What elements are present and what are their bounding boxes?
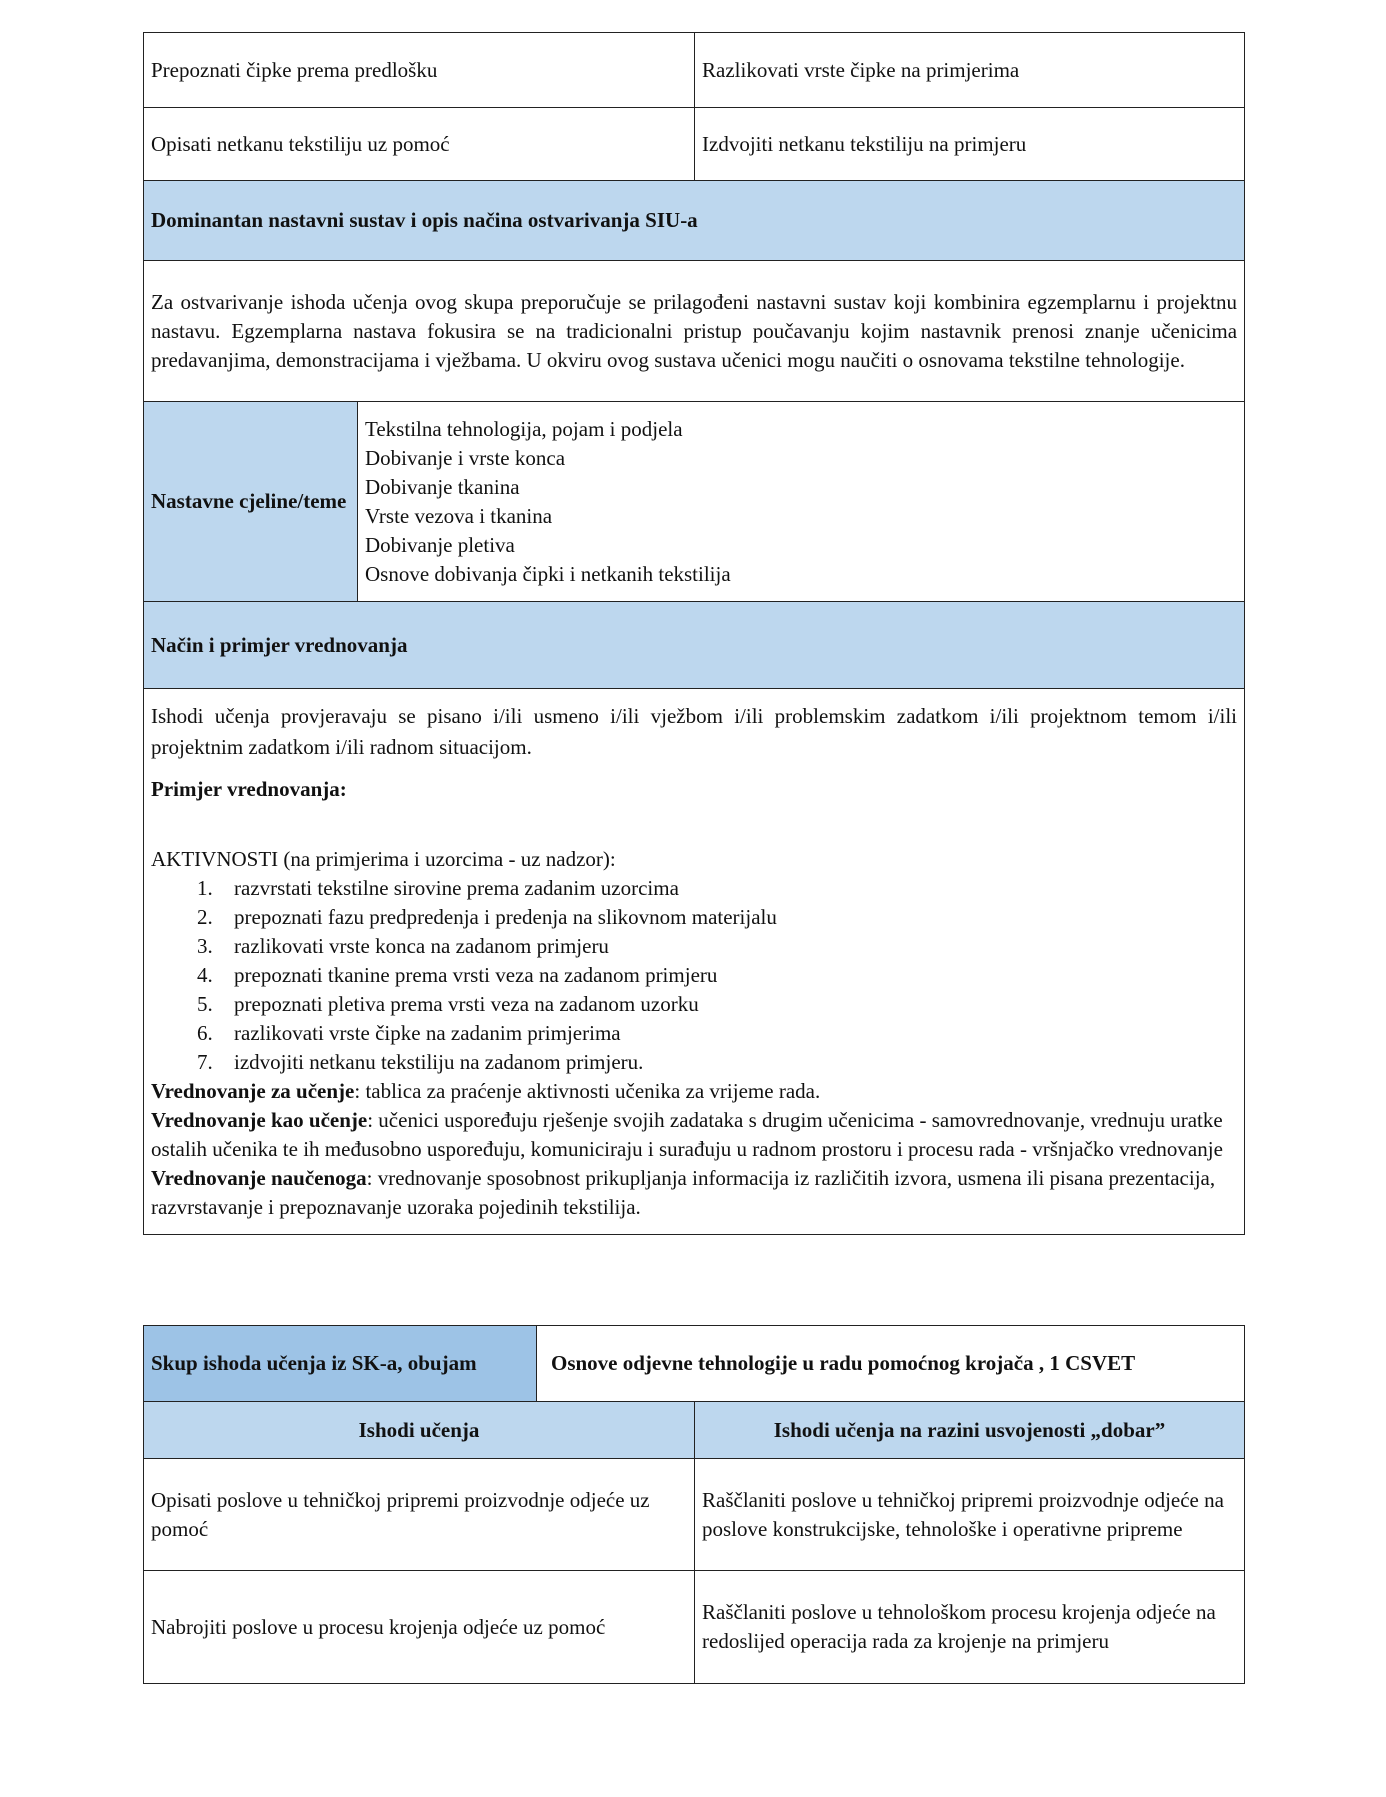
topic-item: Vrste vezova i tkanina [365,503,553,528]
evaluation-intro: Ishodi učenja provjeravaju se pisano i/ili usmeno i/ili vježbom i/ili problemskim zadatkom i/ili projektnom temom i/ili projektnim zadatkom i/ili radnom situacijom. [151,704,1238,759]
column-header-row [144,1402,1245,1459]
teaching-system-text: Za ostvarivanje ishoda učenja ovog skupa preporučuje se prilagođeni nastavni sustav koji kombinira egzemplarnu i projektnu nastavu. Egzemplarna nastava fokusira se na tradicionalni pristup poučavanju kojim nastavnik prenosi znanje učenicima predavanjima, demonstracijama i vježbama. U okviru ovog sustava učenici mogu naučiti o osnovama tekstilne tehnologije. [144,261,1245,402]
activity-item: 5. prepoznati pletiva prema vrsti veza na zadanom uzorku [218,990,1237,1019]
outcome-good-cell: Raščlaniti poslove u tehnološkom procesu krojenja odjeće na redoslijed operacija rada za krojenje na primjeru [695,1571,1245,1684]
activity-item: 4. prepoznati tkanine prema vrsti veza na zadanom primjeru [218,961,1237,990]
set-value: Osnove odjevne tehnologije u radu pomoćnog krojača , 1 CSVET [537,1326,1245,1402]
topic-item: Dobivanje tkanina [365,474,520,499]
outcome-good-cell: Raščlaniti poslove u tehničkoj pripremi proizvodnje odjeće na poslove konstrukcijske, tehnološke i operativne pripreme [695,1459,1245,1571]
for-learning-label: Vrednovanje za učenje [151,1079,355,1103]
activities-title: AKTIVNOSTI (na primjerima i uzorcima - uz nadzor): [151,847,616,871]
topic-item: Dobivanje i vrste konca [365,445,566,470]
section-header-row [144,602,1245,689]
outcome-good-cell: Izdvojiti netkanu tekstiliju na primjeru [695,108,1245,181]
evaluation-row [144,689,1245,1235]
activity-item: 1. razvrstati tekstilne sirovine prema zadanim uzorcima [218,874,1237,903]
table-row [144,1571,1245,1684]
of-learning-text: : vrednovanje sposobnost prikupljanja informacija iz različitih izvora, usmena ili pisana prezentacija, razvrstavanje i prepoznavanje uzoraka pojedinih tekstilija. [151,1166,1216,1219]
outcomes-table-1 [143,32,1245,1235]
topics-list [358,402,1245,602]
activity-item: 6. razlikovati vrste čipke na zadanim primjerima [218,1019,1237,1048]
for-learning-text: : tablica za praćenje aktivnosti učenika za vrijeme rada. [354,1079,821,1103]
activity-item: 2. prepoznati fazu predpredenja i predenja na slikovnom materijalu [218,903,1237,932]
outcome-cell: Prepoznati čipke prema predlošku [144,33,695,108]
evaluation-of-learning [151,1164,1237,1222]
outcome-cell: Opisati netkanu tekstiliju uz pomoć [144,108,695,181]
table-row [144,1459,1245,1571]
activity-item: 3. razlikovati vrste konca na zadanom primjeru [218,932,1237,961]
outcome-cell: Nabrojiti poslove u procesu krojenja odjeće uz pomoć [144,1571,695,1684]
col-good-header: Ishodi učenja na razini usvojenosti „dobar” [695,1402,1245,1459]
of-learning-label: Vrednovanje naučenoga [151,1166,367,1190]
evaluation-heading: Način i primjer vrednovanja [144,602,1245,689]
activity-item: 7. izdvojiti netkanu tekstiliju na zadanom primjeru. [218,1048,1237,1077]
table-row [144,261,1245,402]
outcome-good-cell: Razlikovati vrste čipke na primjerima [695,33,1245,108]
table-row [144,108,1245,181]
example-heading: Primjer vrednovanja: [151,777,347,801]
topic-item: Tekstilna tehnologija, pojam i podjela [365,416,683,441]
teaching-system-heading: Dominantan nastavni sustav i opis načina ostvarivanja SIU-a [144,181,1245,261]
table-row [144,33,1245,108]
topics-label: Nastavne cjeline/teme [144,402,358,602]
evaluation-as-learning [151,1106,1237,1164]
outcomes-table-2 [143,1325,1245,1684]
topic-item: Dobivanje pletiva [365,532,515,557]
topics-row [144,402,1245,602]
outcome-cell: Opisati poslove u tehničkoj pripremi proizvodnje odjeće uz pomoć [144,1459,695,1571]
col-outcomes-header: Ishodi učenja [144,1402,695,1459]
as-learning-label: Vrednovanje kao učenje [151,1108,368,1132]
set-label: Skup ishoda učenja iz SK-a, obujam [144,1326,537,1402]
set-row [144,1326,1245,1402]
topic-item: Osnove dobivanja čipki i netkanih tekstilija [365,561,731,586]
section-header-row [144,181,1245,261]
evaluation-cell [144,689,1245,1235]
evaluation-for-learning [151,1077,1237,1106]
activities-list [151,874,1237,1077]
as-learning-text: : učenici uspoređuju rješenje svojih zadataka s drugim učenicima - samovrednovanje, vrednuju uratke ostalih učenika te ih međusobno uspoređuju, komuniciraju i surađuju u radnom prostoru i procesu rada - vršnjačko vrednovanje [151,1108,1223,1161]
